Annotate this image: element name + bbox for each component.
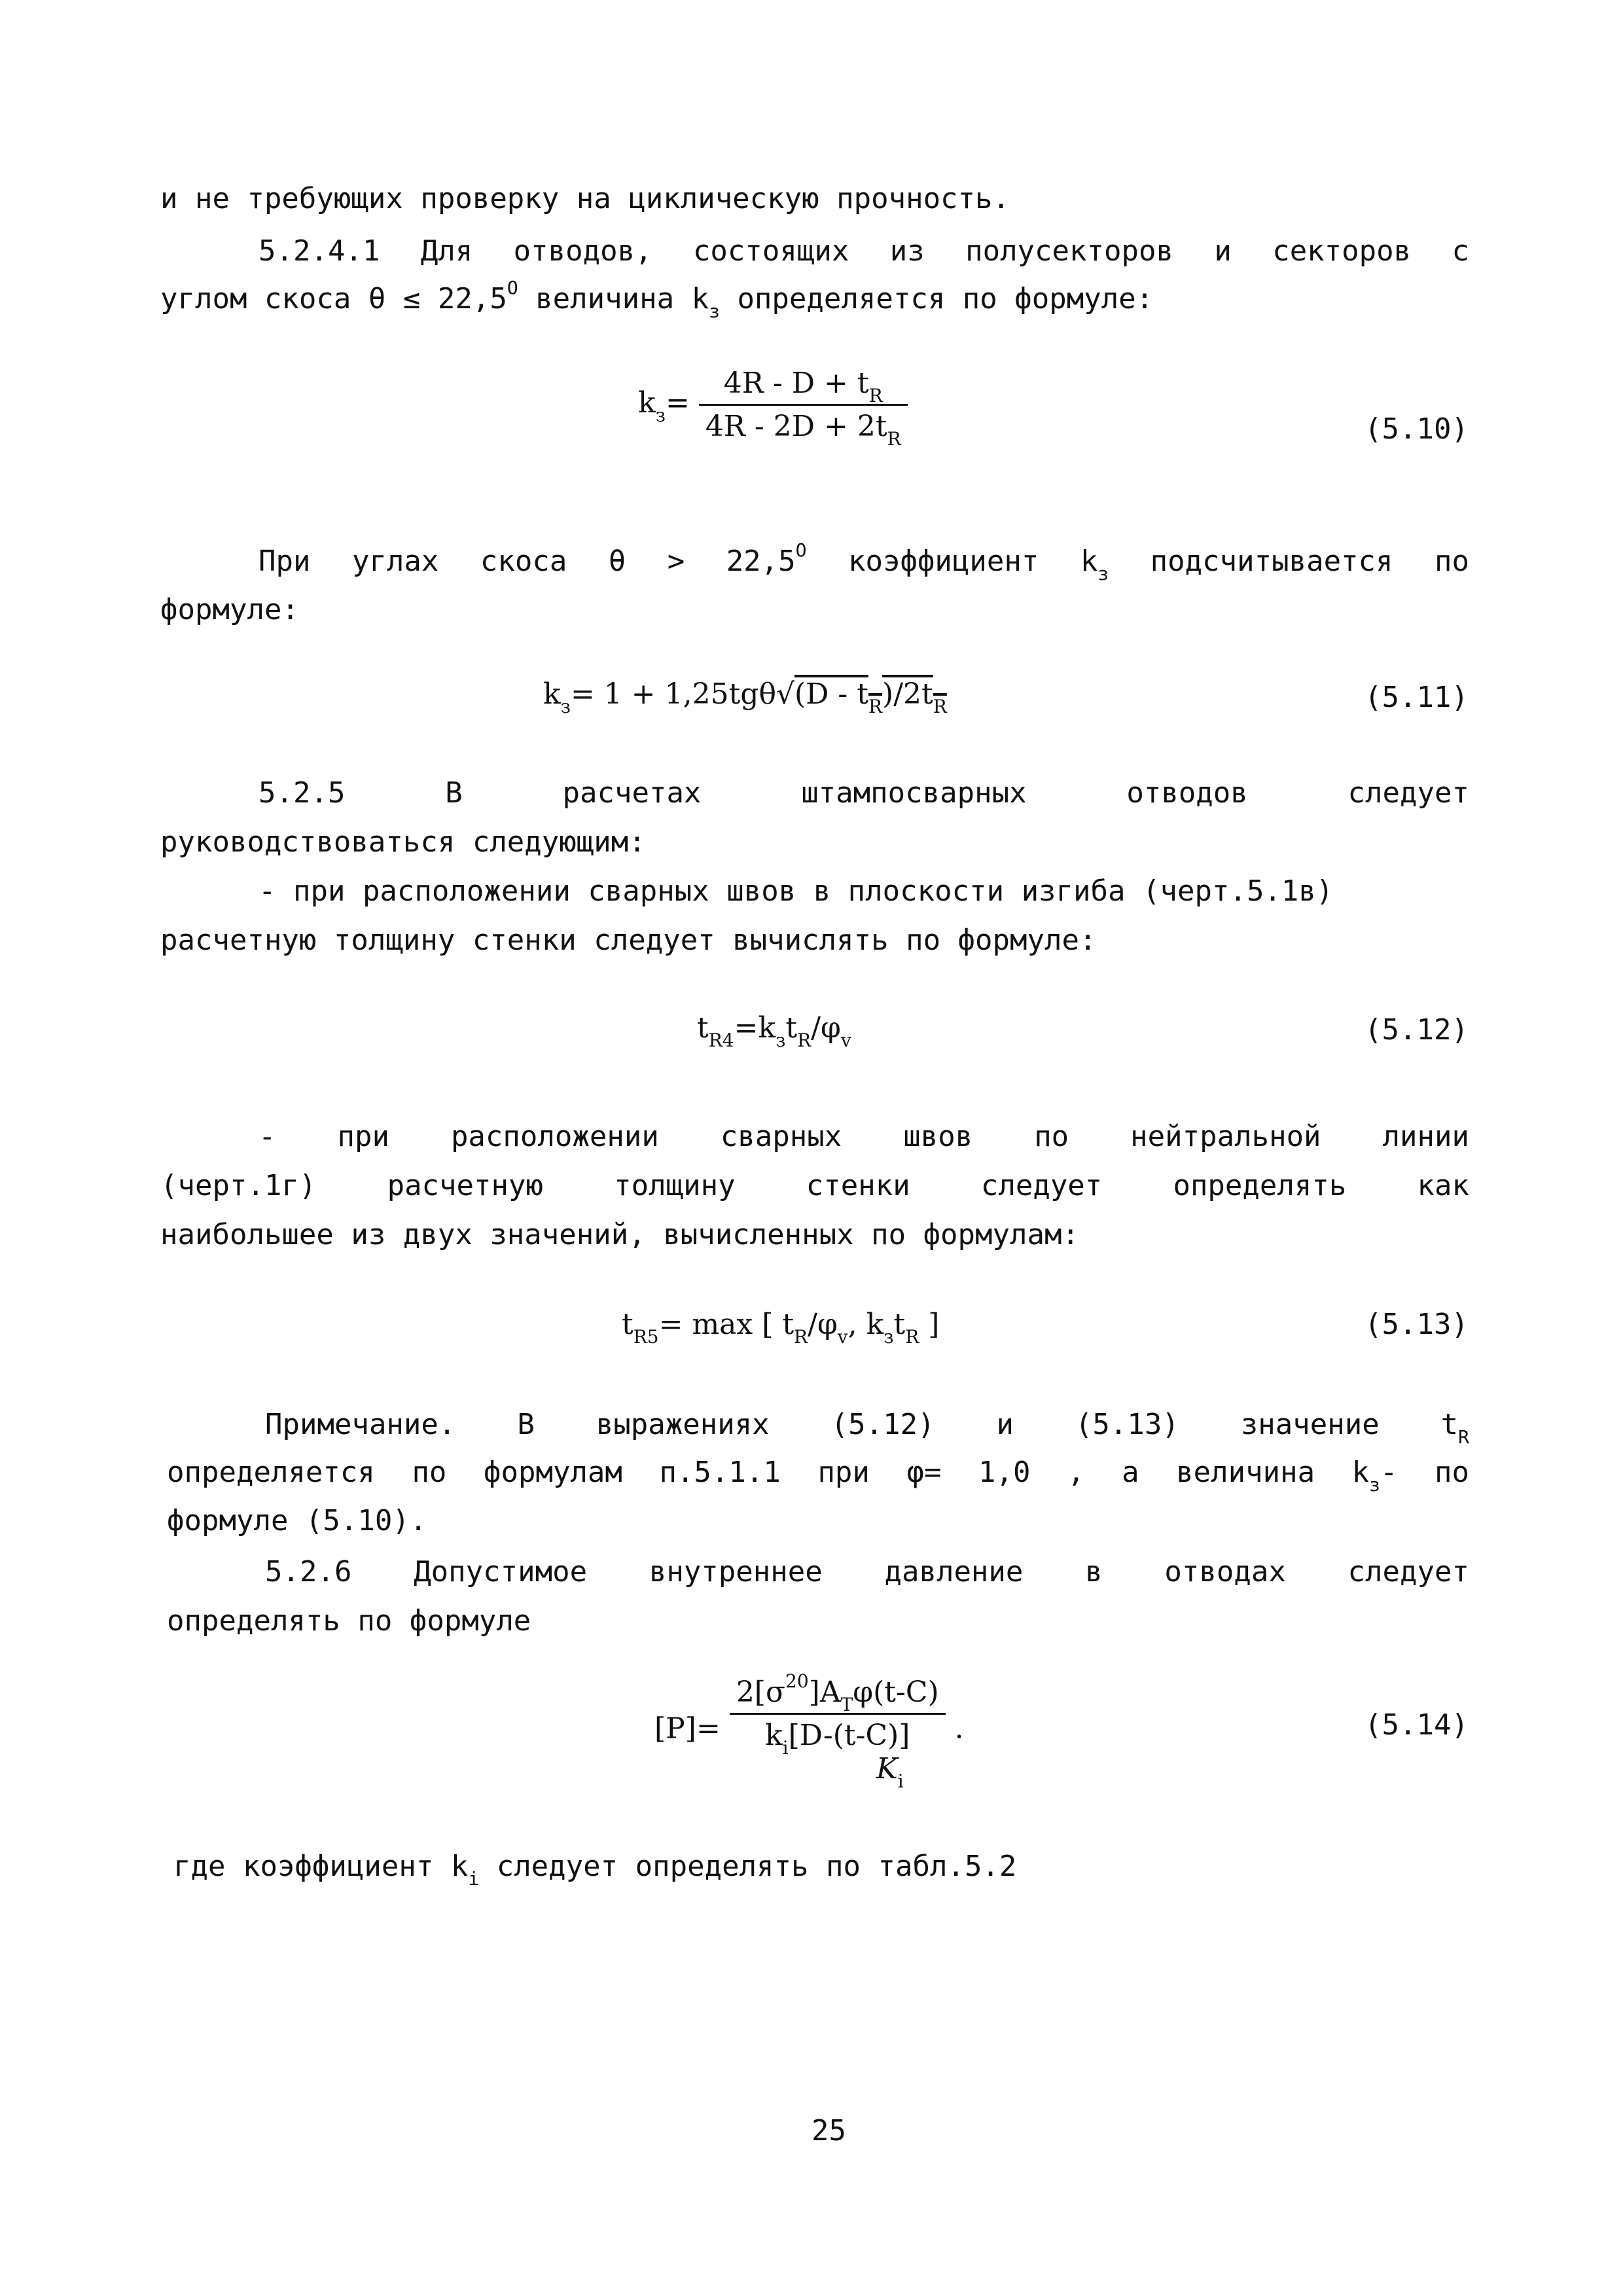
text-line: 5.2.4.1 Для отводов, состоящих из полусекторов и секторов с bbox=[259, 234, 1469, 268]
text-line: (черт.1г) расчетную толщину стенки следует определять как bbox=[160, 1169, 1469, 1202]
equation-number: (5.11) bbox=[1364, 681, 1469, 714]
formula-5-14: [P]= $2[\sigma^{20}]A_T\varphi(t-C)$ $k_i[D-(t-C)]$ $K_i$ . bbox=[654, 1670, 964, 1792]
text-line: определять по формуле bbox=[167, 1604, 531, 1638]
equation-number: (5.13) bbox=[1364, 1308, 1469, 1341]
page-number: 25 bbox=[812, 2114, 846, 2147]
text-line: и не требующих проверку на циклическую прочность. bbox=[160, 182, 1010, 215]
text-line: Примечание. В выражениях (5.12) и (5.13) значение $t_R$ bbox=[265, 1408, 1469, 1448]
text-line: руководствоваться следующим: bbox=[160, 825, 646, 859]
text-line: формуле (5.10). bbox=[167, 1504, 427, 1537]
text-line: При углах скоса $\theta > 22,5^O$ коэффициент $k_з$ подсчитывается по bbox=[259, 539, 1469, 584]
formula-5-12: $t_{R4}=k_зt_R/\varphi_v$ bbox=[697, 1011, 851, 1051]
text-line: где коэффициент $k_i$ следует определять по табл.5.2 bbox=[173, 1850, 1017, 1890]
formula-5-10: $k_з=$ $\frac{4R - D + t_R}{4R - 2D + 2t_R}$ bbox=[638, 367, 908, 443]
text-line: наибольшее из двух значений, вычисленных по формулам: bbox=[160, 1218, 1079, 1251]
formula-5-11: $k_з= 1 + 1,25tg\theta√(D - t_R)/2t_R$ bbox=[543, 677, 947, 717]
text-line: - при расположении сварных швов по нейтральной линии bbox=[259, 1120, 1469, 1153]
equation-number: (5.14) bbox=[1364, 1708, 1469, 1742]
text-line: 5.2.6 Допустимое внутреннее давление в отводах следует bbox=[265, 1555, 1469, 1588]
text-line: - при расположении сварных швов в плоскости изгиба (черт.5.1в) bbox=[259, 874, 1334, 908]
text-line: формуле: bbox=[160, 593, 299, 626]
equation-number: (5.10) bbox=[1364, 412, 1469, 446]
text-line: 5.2.5 В расчетах штампосварных отводов следует bbox=[259, 776, 1469, 810]
text-line: углом скоса $\theta \le 22,5^O$ величина $k_з$ определяется по формуле: bbox=[160, 277, 1154, 322]
text-line: расчетную толщину стенки следует вычислять по формуле: bbox=[160, 924, 1097, 957]
formula-5-13: $t_{R5}= \max$ [ $t_R/\varphi_v$, $k_зt_R$ ] bbox=[622, 1308, 940, 1348]
equation-number: (5.12) bbox=[1364, 1013, 1469, 1047]
text-line: определяется по формулам п.5.1.1 при φ= 1,0 , а величина $k_з-$ по bbox=[167, 1456, 1469, 1496]
